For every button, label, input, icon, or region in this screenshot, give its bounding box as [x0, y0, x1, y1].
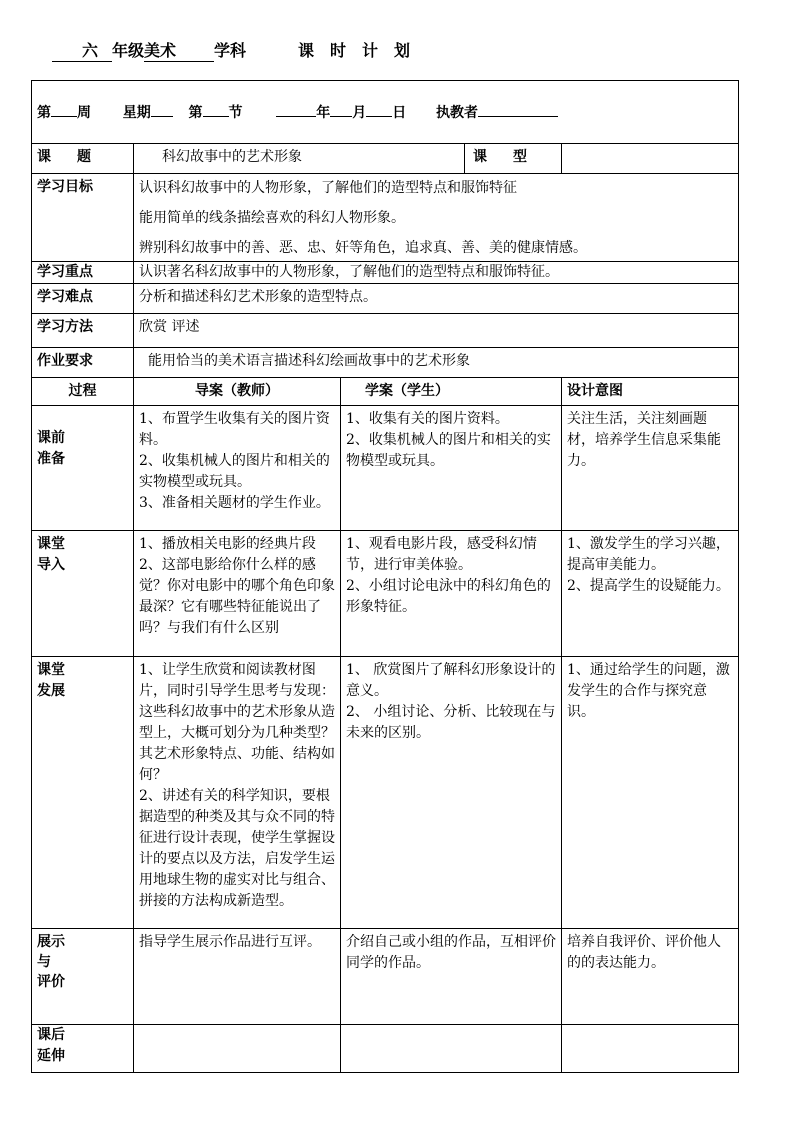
plan-title: 课 时 计 划	[298, 41, 411, 60]
homework-label: 作业要求	[32, 348, 134, 378]
process-stage	[32, 1025, 134, 1073]
stage-line: 准备	[37, 451, 65, 467]
stage-line: 发展	[37, 683, 65, 699]
year-blank[interactable]	[276, 100, 316, 117]
process-student	[341, 929, 562, 1025]
methods-row	[32, 314, 739, 348]
week-prefix: 第	[37, 105, 51, 121]
stage-line: 延伸	[37, 1048, 65, 1064]
subject-suffix: 学科	[214, 41, 247, 60]
homework-row	[32, 348, 739, 378]
process-student	[341, 406, 562, 531]
topic-label-cell	[32, 144, 134, 174]
process-row	[32, 929, 739, 1025]
topic-value: 科幻故事中的艺术形象	[134, 144, 465, 174]
teacher-step: 2、这部电影给你什么样的感觉？你对电影中的哪个角色印象最深？它有哪些特征能说出了吗？与我们有什么区别	[139, 557, 335, 636]
lesson-plan-table	[31, 80, 739, 1073]
teacher-step: 2、收集机械人的图片和相关的实物模型或玩具。	[139, 453, 330, 490]
teacher-blank[interactable]	[478, 100, 558, 117]
process-teacher	[134, 929, 341, 1025]
process-stage	[32, 531, 134, 657]
process-intent[interactable]	[562, 1025, 739, 1073]
process-col-student: 学案（学生）	[341, 378, 562, 406]
stage-line: 课堂	[37, 536, 65, 552]
teacher-step: 指导学生展示作品进行互评。	[139, 934, 321, 950]
teacher-step: 3、准备相关题材的学生作业。	[139, 495, 330, 511]
process-teacher[interactable]	[134, 1025, 341, 1073]
process-intent	[562, 929, 739, 1025]
type-label-cell	[465, 144, 562, 174]
key-points-value: 认识著名科幻故事中的人物形象，了解他们的造型特点和服饰特征。	[134, 262, 739, 284]
process-row	[32, 1025, 739, 1073]
methods-label: 学习方法	[32, 314, 134, 348]
student-step: 1、收集有关的图片资料。	[346, 411, 509, 427]
intent-item: 1、激发学生的学习兴趣，提高审美能力。	[567, 536, 730, 573]
difficulties-row	[32, 284, 739, 314]
student-step: 1、观看电影片段，感受科幻情节，进行审美体验。	[346, 536, 537, 573]
process-intent	[562, 406, 739, 531]
student-step: 2、小组讨论电泳中的科幻角色的形象特征。	[346, 578, 551, 615]
info-row	[32, 81, 739, 144]
process-stage	[32, 657, 134, 929]
intent-item: 1、通过给学生的问题，激发学生的合作与探究意识。	[567, 662, 730, 720]
process-student	[341, 657, 562, 929]
objectives-list	[134, 174, 739, 262]
process-teacher	[134, 531, 341, 657]
process-col-teacher: 导案（教师）	[134, 378, 341, 406]
process-header-row	[32, 378, 739, 406]
key-points-label: 学习重点	[32, 262, 134, 284]
student-step: 1、 欣赏图片了解科幻形象设计的意义。	[346, 662, 556, 699]
stage-line: 课后	[37, 1027, 65, 1043]
process-student[interactable]	[341, 1025, 562, 1073]
weekday-label: 星期	[122, 105, 151, 121]
subject-value: 美术	[144, 41, 177, 60]
day-blank[interactable]	[366, 100, 392, 117]
teacher-label: 执教者	[436, 105, 478, 121]
process-row	[32, 531, 739, 657]
teacher-step: 1、让学生欣赏和阅读教材图片，同时引导学生思考与发现：这些科幻故事中的艺术形象从造型上，大概可划分为几种类型？其艺术形象特点、功能、结构如何？	[139, 662, 335, 783]
intent-item: 2、提高学生的设疑能力。	[567, 578, 730, 594]
intent-item: 关注生活，关注刻画题材，培养学生信息采集能力。	[567, 411, 721, 469]
stage-line: 课堂	[37, 662, 65, 678]
month-blank[interactable]	[330, 100, 352, 117]
difficulties-value: 分析和描述科幻艺术形象的造型特点。	[134, 284, 739, 314]
week-suffix: 周	[77, 105, 91, 121]
process-col-intent: 设计意图	[562, 378, 739, 406]
process-intent	[562, 531, 739, 657]
process-col-stage: 过程	[32, 378, 134, 406]
process-stage	[32, 406, 134, 531]
stage-line: 评价	[37, 974, 65, 990]
weekday-blank[interactable]	[151, 100, 173, 117]
teacher-step: 2、讲述有关的科学知识，要根据造型的种类及其与众不同的特征进行设计表现，使学生掌握设计的要点以及方法，启发学生运用地球生物的虚实对比与组合、拼接的方法构成新造型。	[139, 788, 335, 909]
teacher-step: 1、播放相关电影的经典片段	[139, 536, 316, 552]
objective-item: 认识科幻故事中的人物形象，了解他们的造型特点和服饰特征	[139, 180, 517, 196]
subject-blank	[144, 38, 214, 62]
objectives-row	[32, 174, 739, 262]
process-teacher	[134, 406, 341, 531]
period-suffix: 节	[228, 105, 243, 121]
stage-line: 课前	[37, 430, 65, 446]
topic-row	[32, 144, 739, 174]
year-label: 年	[316, 105, 331, 121]
topic-label: 课题	[37, 149, 117, 165]
month-label: 月	[352, 105, 367, 121]
process-teacher	[134, 657, 341, 929]
difficulties-label: 学习难点	[32, 284, 134, 314]
objective-item: 能用简单的线条描绘喜欢的科幻人物形象。	[139, 210, 405, 226]
process-stage	[32, 929, 134, 1025]
intent-item: 培养自我评价、评价他人的的表达能力。	[567, 934, 721, 971]
objective-item: 辨别科幻故事中的善、恶、忠、奸等角色，追求真、善、美的健康情感。	[139, 240, 587, 256]
page-title	[52, 38, 410, 62]
stage-line: 与	[37, 954, 51, 970]
student-step: 2、 小组讨论、分析、比较现在与未来的区别。	[346, 704, 556, 741]
info-cell	[32, 81, 739, 144]
grade-value: 六	[81, 41, 98, 60]
process-student	[341, 531, 562, 657]
student-step: 介绍自己或小组的作品，互相评价同学的作品。	[346, 934, 556, 971]
homework-value: 能用恰当的美术语言描述科幻绘画故事中的艺术形象	[134, 348, 739, 378]
teacher-step: 1、布置学生收集有关的图片资料。	[139, 411, 330, 448]
stage-line: 导入	[37, 557, 65, 573]
type-label: 课型	[473, 149, 553, 165]
student-step: 2、收集机械人的图片和相关的实物模型或玩具。	[346, 432, 551, 469]
grade-suffix: 年级	[112, 41, 145, 60]
type-value[interactable]	[562, 144, 739, 174]
methods-value: 欣赏 评述	[134, 314, 739, 348]
process-row	[32, 657, 739, 929]
period-prefix: 第	[188, 105, 203, 121]
week-blank[interactable]	[51, 100, 77, 117]
objectives-label: 学习目标	[32, 174, 134, 262]
day-label: 日	[392, 105, 407, 121]
key-points-row	[32, 262, 739, 284]
stage-line: 展示	[37, 934, 65, 950]
grade-blank	[52, 38, 112, 62]
period-blank[interactable]	[203, 100, 229, 117]
process-row	[32, 406, 739, 531]
process-intent	[562, 657, 739, 929]
